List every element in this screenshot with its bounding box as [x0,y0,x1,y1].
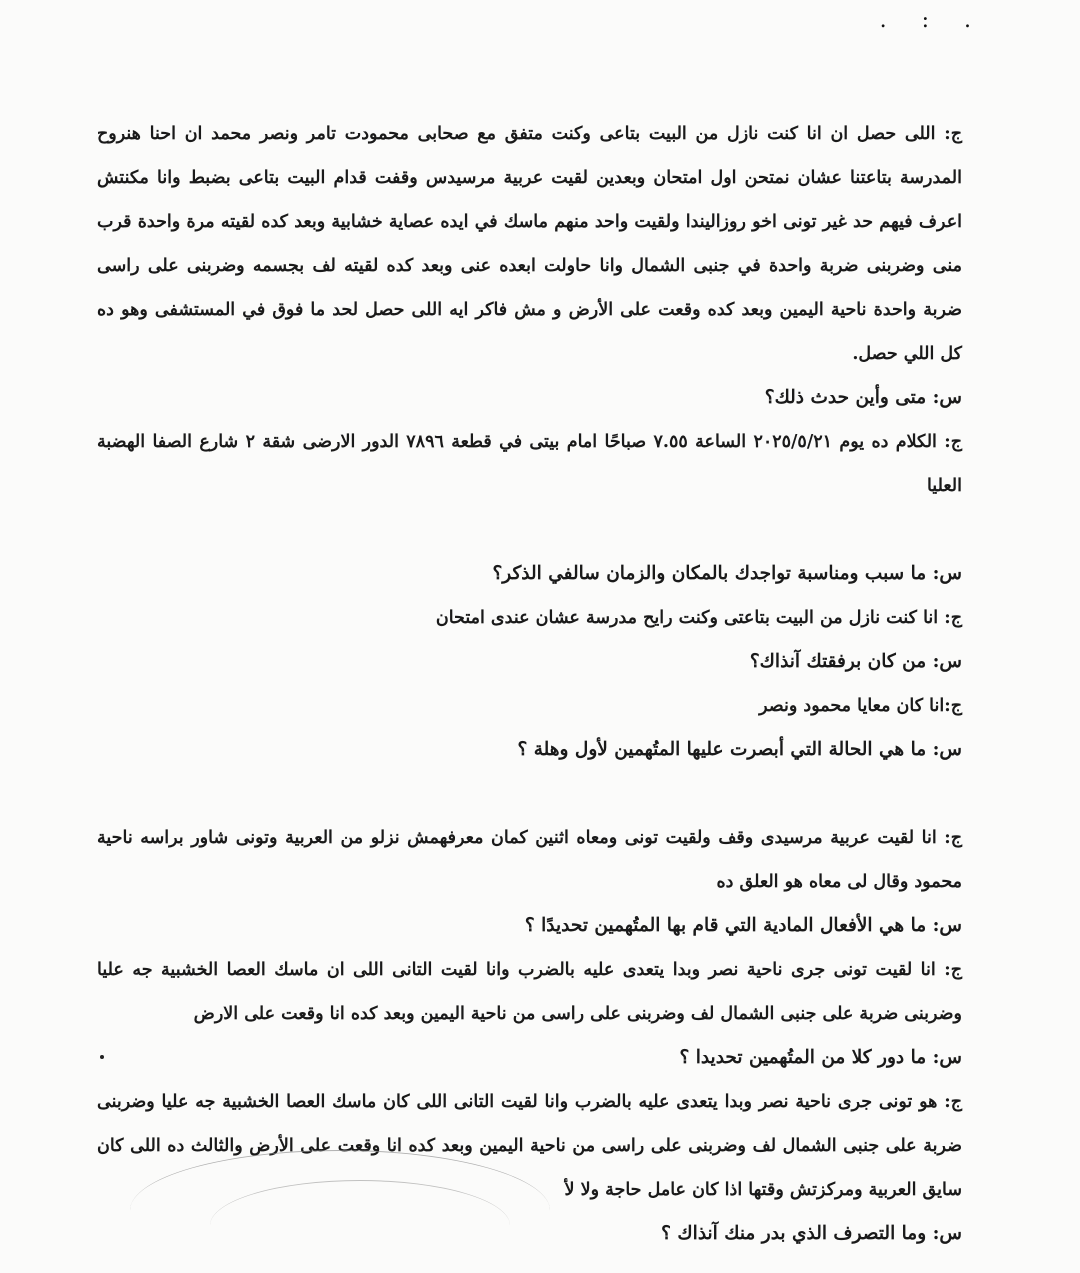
question-material-acts: س: ما هي الأفعال المادية التي قام بها المتُهمين تحديدًا ؟ [524,915,962,936]
question-your-reaction: س: وما التصرف الذي بدر منك آنذاك ؟ [661,1223,962,1244]
corner-marks: . : . [879,8,985,33]
interrogation-transcript [97,112,962,1256]
answer-paragraph-7: ج: هو تونى جرى ناحية نصر وبدا يتعدى عليه بالضرب وانا لقيت التانى اللى كان ماسك العصا الخشبية جه عليا وضربنى ضربة على جنبى الشمال لف وضربنى على راسى من ناحية اليمين وبعد كده انا وقعت على الأرض والثالث ده اللى كان سايق العربية ومركزتش وقتها اذا كان عامل حاجة ولا لأ [97,1092,962,1200]
blank-line [97,772,962,816]
ink-dot [100,1055,104,1059]
question-first-sight: س: ما هي الحالة التي أبصرت عليها المتُهمين لأول وهلة ؟ [517,739,962,760]
answer-paragraph-6: ج: انا لقيت تونى جرى ناحية نصر وبدا يتعدى عليه بالضرب وانا لقيت التانى اللى ان ماسك العصا الخشبية جه عليا وضربنى ضربة على جنبى الشمال لف وضربنى على راسى من ناحية اليمين وبعد كده انا وقعت على الارض [97,960,962,1024]
question-reason-presence: س: ما سبب ومناسبة تواجدك بالمكان والزمان سالفي الذكر؟ [492,563,962,584]
answer-paragraph-5: ج: انا لقيت عربية مرسيدى وقف ولقيت تونى ومعاه اثنين كمان معرفهمش نزلو من العربية وتونى شاور براسه ناحية محمود وقال لى معاه هو العلق ده [97,828,962,892]
question-when-where: س: متى وأين حدث ذلك؟ [764,387,962,408]
answer-paragraph-3: ج: انا كنت نازل من البيت بتاعتى وكنت رايح مدرسة عشان عندى امتحان [435,608,962,628]
answer-paragraph-4: ج:انا كان معايا محمود ونصر [759,696,962,716]
answer-paragraph-2: ج: الكلام ده يوم ٢٠٢٥/٥/٢١ الساعة ٧.٥٥ صباحًا امام بيتى في قطعة ٧٨٩٦ الدور الارضى شقة ٢ شارع الصفا الهضبة العليا [97,432,962,496]
answer-paragraph-1: ج: اللى حصل ان انا كنت نازل من البيت بتاعى وكنت متفق مع صحابى محمودت تامر ونصر محمد ان احنا هنروح المدرسة بتاعتنا عشان نمتحن اول امتحان وبعدين لقيت عربية مرسيدس وقفت قدام البيت بتاعى بضبط وانا مكنتش اعرف فيهم حد غير تونى اخو روزالیندا ولقيت واحد منهم ماسك في ايده عصاية خشابية وبعد كده لقيته مرة واحدة قرب منى وضربنى ضربة واحدة في جنبى الشمال وانا حاولت ابعده عنى وبعد كده لقيته لف بجسمه وضربنى على راسى ضربة واحدة ناحية اليمين وبعد كده وقعت على الأرض و مش فاكر ايه اللى حصل لحد ما فوق في المستشفى وهو ده كل اللي حصل. [97,124,962,364]
question-companions: س: من كان برفقتك آنذاك؟ [749,651,962,672]
question-roles: س: ما دور كلا من المتُهمين تحديدا ؟ [679,1047,962,1068]
blank-line [97,508,962,552]
